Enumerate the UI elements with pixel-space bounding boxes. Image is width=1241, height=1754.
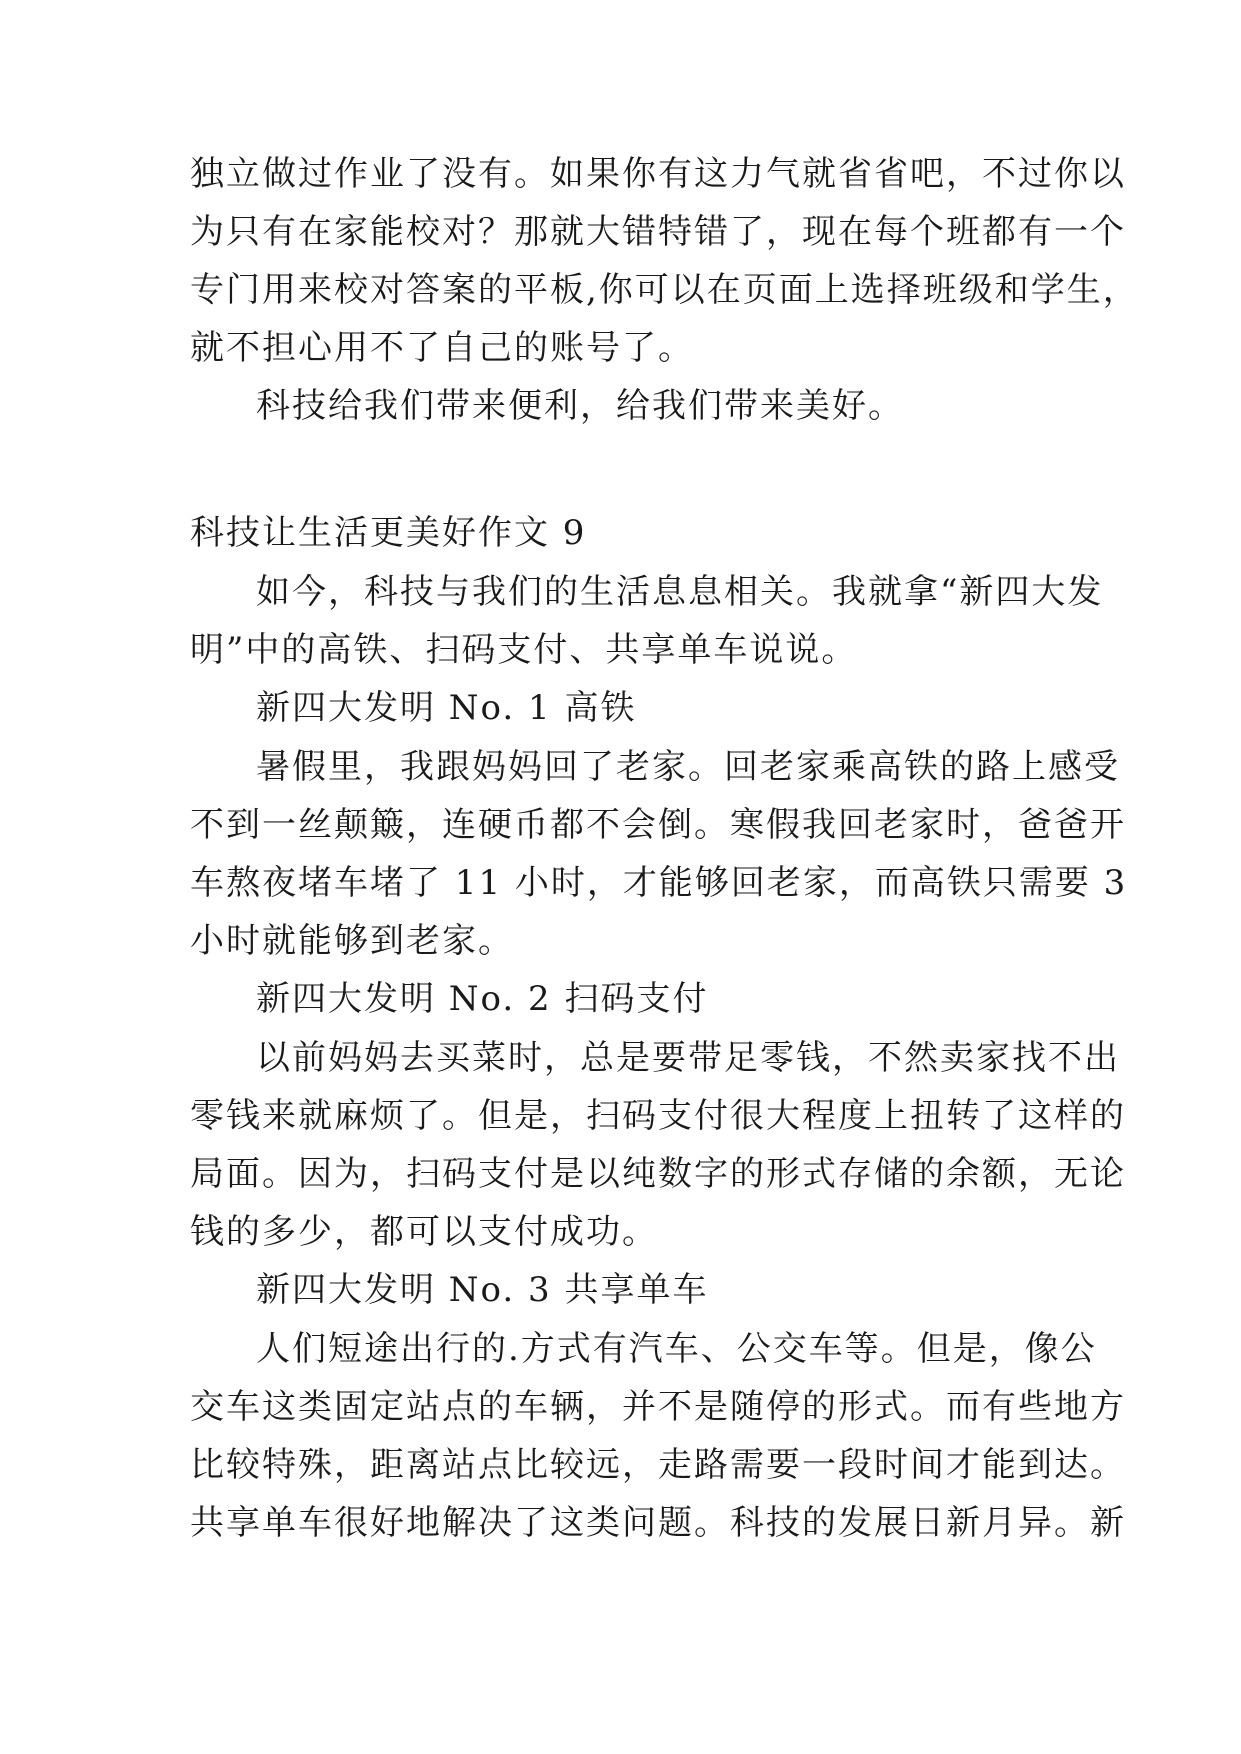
text-line: 暑假里，我跟妈妈回了老家。回老家乘高铁的路上感受 [256, 747, 1120, 787]
text-line: 就不担心用不了自己的账号了。 [190, 328, 694, 368]
text-line: 专门用来校对答案的平板,你可以在页面上选择班级和学生， [190, 270, 1139, 310]
subheading: 新四大发明 No. 1 高铁 [256, 688, 637, 728]
subheading: 新四大发明 No. 2 扫码支付 [256, 979, 709, 1019]
text-line: 共享单车很好地解决了这类问题。科技的发展日新月异。新 [190, 1503, 1126, 1543]
text-line: 明”中的高铁、扫码支付、共享单车说说。 [190, 630, 858, 670]
section-heading: 科技让生活更美好作文 9 [190, 513, 587, 553]
text-line: 不到一丝颠簸，连硬币都不会倒。寒假我回老家时，爸爸开 [190, 805, 1126, 845]
text-line: 局面。因为，扫码支付是以纯数字的形式存储的余额，无论 [190, 1154, 1126, 1194]
text-line: 交车这类固定站点的车辆，并不是随停的形式。而有些地方 [190, 1387, 1126, 1427]
text-line: 比较特殊，距离站点比较远，走路需要一段时间才能到达。 [190, 1445, 1126, 1485]
text-line: 独立做过作业了没有。如果你有这力气就省省吧，不过你以 [190, 154, 1126, 194]
text-line: 为只有在家能校对？那就大错特错了，现在每个班都有一个 [190, 212, 1126, 252]
text-line: 车熬夜堵车堵了 11 小时，才能够回老家，而高铁只需要 3 [190, 863, 1128, 903]
text-line: 如今，科技与我们的生活息息相关。我就拿“新四大发 [256, 572, 1104, 612]
text-line: 钱的多少，都可以支付成功。 [190, 1212, 658, 1252]
text-line: 零钱来就麻烦了。但是，扫码支付很大程度上扭转了这样的 [190, 1096, 1126, 1136]
subheading: 新四大发明 No. 3 共享单车 [256, 1270, 709, 1310]
text-line: 人们短途出行的.方式有汽车、公交车等。但是，像公 [256, 1329, 1097, 1369]
text-line: 小时就能够到老家。 [190, 921, 514, 961]
text-line: 以前妈妈去买菜时，总是要带足零钱，不然卖家找不出 [256, 1038, 1120, 1078]
text-line: 科技给我们带来便利，给我们带来美好。 [256, 386, 904, 426]
